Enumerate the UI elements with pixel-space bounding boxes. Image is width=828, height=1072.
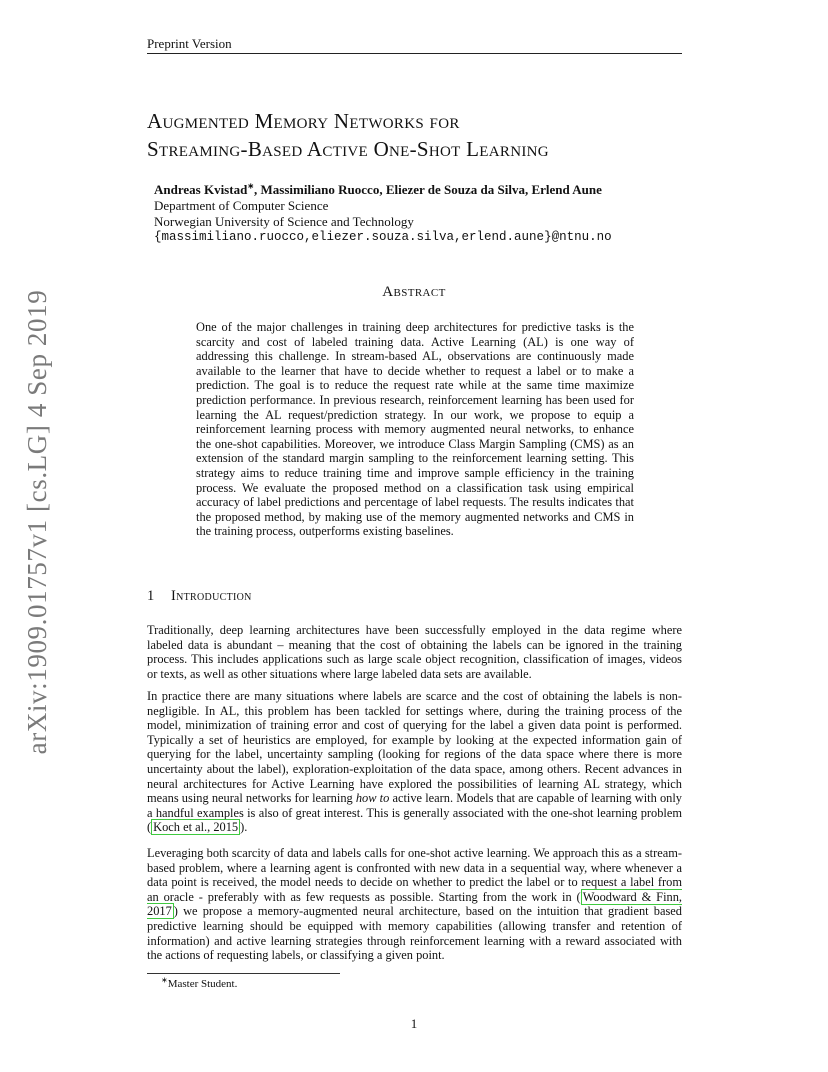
abstract-text: One of the major challenges in training deep architectures for predictive tasks is the scarcity and cost of labeled training data. Active Learning (AL) is one way of addressing this challenge. In stream-based AL, observations are continuously made available to the learner that have to decide whether to request a label or to make a prediction. The goal is to reduce the request rate while at the same time maximize prediction performance. In previous research, reinforcement learning has been used for learning the AL request/prediction strategy. In our work, we propose to equip a reinforcement learning process with memory augmented neural networks, to enhance the one-shot capabilities. Moreover, we introduce Class Margin Sampling (CMS) as an extension of the standard margin sampling to the reinforcement learning setting. This strategy aims to reduce training time and improve sample efficiency in the training process. We evaluate the proposed method on a classification task using empirical accuracy of label predictions and percentage of label requests. The results indicates that the proposed method, by making use of the memory augmented networks and CMS in the training process, outperforms existing baselines. <box>196 320 634 539</box>
section-title: Introduction <box>171 588 252 604</box>
citation-link-koch[interactable]: Koch et al., 2015 <box>153 820 239 835</box>
intro-paragraph-2-text-c: ). <box>240 820 248 835</box>
abstract-heading: Abstract <box>382 284 446 300</box>
author-emails: {massimiliano.ruocco,eliezer.souza.silva,erlend.aune}@ntnu.no <box>154 230 612 244</box>
author-list <box>154 182 602 198</box>
footnote <box>161 977 237 991</box>
title-line-2: Streaming-Based Active One-Shot Learning <box>147 137 549 161</box>
footnote-rule <box>147 973 340 974</box>
running-header: Preprint Version <box>147 36 232 51</box>
title-line-1: Augmented Memory Networks for <box>147 109 460 133</box>
intro-paragraph-2-emphasis: how to <box>355 791 390 806</box>
university: Norwegian University of Science and Technology <box>154 214 414 229</box>
other-authors: , Massimiliano Ruocco, Eliezer de Souza da Silva, Erlend Aune <box>254 182 602 197</box>
section-number: 1 <box>147 588 155 604</box>
paper-title <box>147 107 707 163</box>
intro-paragraph-2-text-a: In practice there are many situations where labels are scarce and the cost of obtaining the labels is non-negligible. In AL, this problem has been tackled for settings where, during the training process of the model, minimization of training error and cost of querying for the label a given data point is performed. Typically a set of heuristics are employed, for example by looking at the expected information gain of querying for the label, uncertainty sampling (looking for regions of the data space where there is more uncertainty about the label), exploration-exploitation of the data space, among others. Recent advances in neural architectures for Active Learning have explored the possibilities of learning AL strategy, which means using neural networks for learning <box>147 689 682 806</box>
intro-paragraph-3-text-a: Leveraging both scarcity of data and labels calls for one-shot active learning. We approach this as a stream-based problem, where a learning agent is confronted with new data in a sequential way, where whenever a data point is received, the model needs to decide on whether to predict the label or to request a label from an oracle - preferably with as few requests as possible. Starting from the work in ( <box>147 846 682 904</box>
intro-paragraph-2-text-b: active learn. Models that are capable of learning with only a handful examples is also of great interest. This is generally associated with the one-shot learning problem ( <box>147 791 682 835</box>
section-heading <box>147 587 252 605</box>
intro-paragraph-3 <box>147 846 682 963</box>
header-rule <box>147 53 682 54</box>
intro-paragraph-2 <box>147 689 682 835</box>
arxiv-stamp: arXiv:1909.01757v1 [cs.LG] 4 Sep 2019 <box>22 289 52 755</box>
citation-link-woodward[interactable]: Woodward & Finn, 2017 <box>147 889 682 919</box>
intro-paragraph-1: Traditionally, deep learning architectures have been successfully employed in the data regime where labeled data is abundant – meaning that the cost of obtaining the labels can be ignored in the training process. This includes applications such as large scale object recognition, classification of images, videos or texts, as well as other situations where large labeled data sets are available. <box>147 623 682 681</box>
footnote-mark: ∗ <box>161 975 168 985</box>
first-author: Andreas Kvistad <box>154 182 248 197</box>
footnote-text: Master Student. <box>167 978 238 990</box>
page-number: 1 <box>410 1016 418 1031</box>
intro-paragraph-3-text-b: ) we propose a memory-augmented neural architecture, based on the intuition that gradient based predictive learning should be equipped with memory capabilities (allowing transfer and retention of information) and active learning strategies through reinforcement learning with a reward associated with the actions of requesting labels, or classifying a given point. <box>147 904 682 963</box>
author-footnote-mark: ∗ <box>247 181 255 191</box>
department: Department of Computer Science <box>154 198 329 213</box>
